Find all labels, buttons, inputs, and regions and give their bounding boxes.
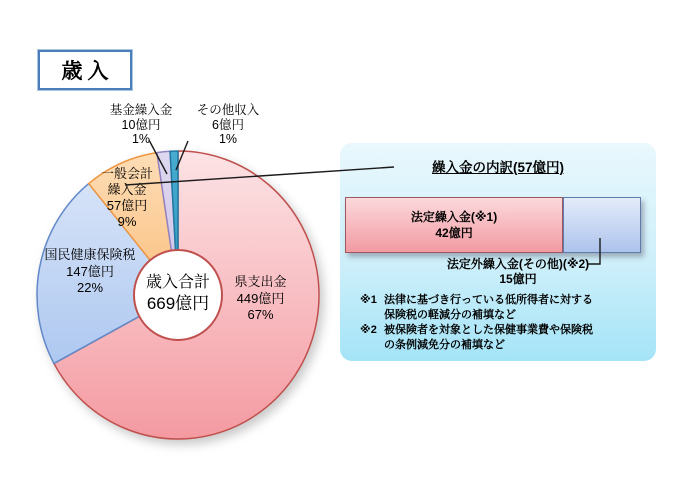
footnote-1 [360, 293, 646, 323]
slice-name: その他収入 [196, 103, 260, 117]
bar-segment-label [411, 209, 497, 241]
page-title-box [38, 50, 132, 90]
slice-name: 国民健康保険税 [44, 247, 136, 262]
segment-value: 42億円 [435, 226, 473, 240]
pie-label-fund-transfer [98, 103, 184, 147]
footnote-text [384, 293, 646, 323]
footnote-text [384, 323, 646, 353]
bar-segment-non-statutory-transfer [563, 197, 641, 253]
slice-value: 6億円 [212, 117, 244, 132]
slice-name: 基金繰入金 [109, 103, 173, 117]
segment-value: 15億円 [499, 272, 537, 286]
slice-value: 57億円 [106, 198, 148, 213]
slice-name: 繰入金 [107, 182, 147, 197]
slice-percent: 22% [76, 280, 104, 295]
total-value: 669億円 [146, 294, 210, 313]
segment-name: 法定外繰入金(その他)(※2) [446, 257, 590, 271]
footnotes [360, 293, 646, 353]
slice-value: 10億円 [121, 117, 161, 132]
footnote-line: の条例減免分の補填など [384, 339, 505, 351]
slice-percent: 1% [131, 132, 151, 146]
pie-label-general-account-transfer [89, 166, 165, 230]
footnote-line: 被保険者を対象とした保健事業費や保険税 [384, 324, 593, 336]
footnote-line: 法律に基づき行っている低所得者に対する [384, 294, 593, 306]
transfer-bar-chart [345, 197, 641, 253]
bar-segment-statutory-transfer [345, 197, 563, 253]
transfer-breakdown-title: 繰入金の内訳(57億円) [431, 160, 564, 175]
total-label: 歳入合計 [145, 274, 210, 291]
slice-value: 449億円 [236, 290, 285, 306]
pie-label-prefectural-disbursement [213, 274, 308, 324]
slice-value: 147億円 [66, 263, 114, 279]
segment-name: 法定繰入金(※1) [410, 210, 498, 224]
slice-percent: 1% [218, 132, 238, 146]
page-title: 歳入 [61, 60, 114, 83]
slice-name: 一般会計 [100, 166, 153, 181]
footnote-2 [360, 323, 646, 353]
footnote-line: 保険税の軽減分の補填など [384, 309, 516, 321]
slice-name: 県支出金 [234, 274, 287, 289]
footnote-marker: ※1 [360, 294, 377, 306]
slice-percent: 67% [247, 307, 274, 322]
pie-label-other-income [185, 103, 271, 147]
donut-center-label [132, 272, 224, 315]
pie-label-national-health-insurance-tax [34, 247, 146, 297]
slice-percent: 9% [117, 214, 137, 229]
transfer-breakdown-panel [340, 143, 656, 361]
bar-label-non-statutory-transfer [400, 257, 636, 287]
footnote-marker: ※2 [360, 324, 377, 336]
